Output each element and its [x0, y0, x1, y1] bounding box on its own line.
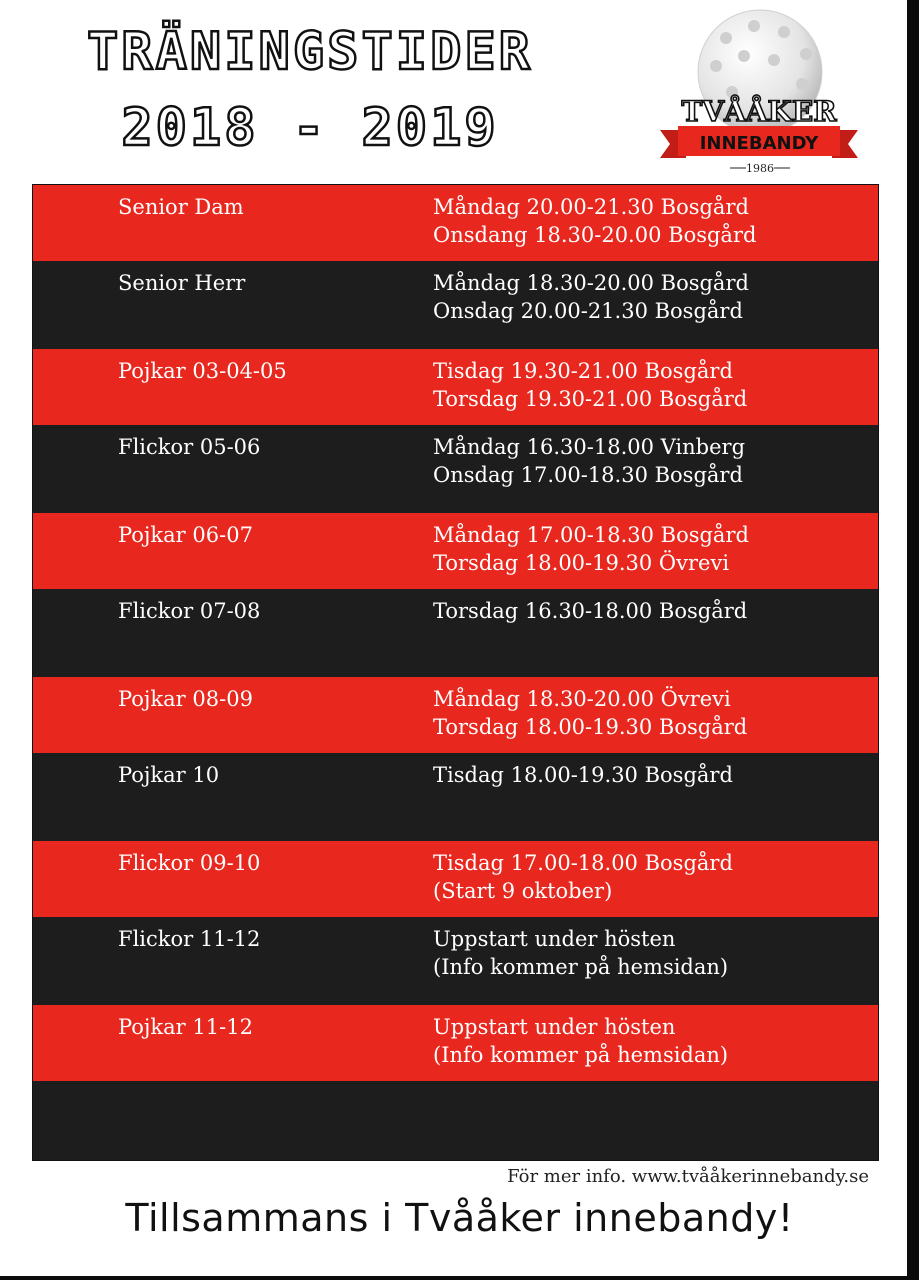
- page-edge-bottom: [0, 1276, 919, 1280]
- training-time: (Info kommer på hemsidan): [433, 955, 729, 979]
- team-name: Senior Dam: [118, 195, 244, 219]
- season-title: 2018 - 2019: [121, 98, 499, 158]
- page-title: TRÄNINGSTIDER: [87, 22, 533, 82]
- training-times: [433, 849, 733, 905]
- table-row: [33, 425, 878, 513]
- training-times: [433, 193, 756, 249]
- training-times: [433, 433, 745, 489]
- team-name: Flickor 05-06: [118, 435, 261, 459]
- table-row: [33, 677, 878, 753]
- club-logo: [656, 8, 862, 176]
- training-time: (Info kommer på hemsidan): [433, 1043, 729, 1067]
- team-name: Flickor 11-12: [118, 927, 261, 951]
- page-edge-right: [907, 0, 919, 1280]
- training-times: [433, 521, 749, 577]
- training-times: [433, 1013, 728, 1069]
- training-time: Måndag 17.00-18.30 Bosgård: [433, 523, 749, 547]
- table-row: [33, 589, 878, 677]
- logo-year: 1986: [746, 162, 774, 175]
- training-time: Måndag 20.00-21.30 Bosgård: [433, 195, 749, 219]
- team-name: Pojkar 08-09: [118, 687, 253, 711]
- training-time: Onsdag 17.00-18.30 Bosgård: [433, 463, 743, 487]
- training-times: [433, 685, 747, 741]
- training-time: (Start 9 oktober): [433, 879, 613, 903]
- team-name: Pojkar 03-04-05: [118, 359, 287, 383]
- training-times: [433, 269, 749, 325]
- training-time: Måndag 18.30-20.00 Övrevi: [433, 687, 731, 711]
- training-time: Torsdag 18.00-19.30 Bosgård: [433, 715, 748, 739]
- training-time: Tisdag 18.00-19.30 Bosgård: [433, 763, 733, 787]
- training-time: Onsdang 18.30-20.00 Bosgård: [433, 223, 757, 247]
- table-row: [33, 917, 878, 1005]
- team-name: Pojkar 11-12: [118, 1015, 253, 1039]
- training-time: Torsdag 16.30-18.00 Bosgård: [433, 599, 748, 623]
- training-time: Måndag 16.30-18.00 Vinberg: [433, 435, 746, 459]
- training-time: Uppstart under hösten: [433, 927, 676, 951]
- training-time: Tisdag 17.00-18.00 Bosgård: [433, 851, 733, 875]
- team-name: Pojkar 06-07: [118, 523, 253, 547]
- table-row: [33, 349, 878, 425]
- table-row: [33, 185, 878, 261]
- slogan: Tillsammans i Tvååker innebandy!: [125, 1196, 794, 1240]
- training-time: Onsdag 20.00-21.30 Bosgård: [433, 299, 743, 323]
- training-times: [433, 597, 747, 625]
- table-row: [33, 753, 878, 841]
- training-times: [433, 357, 747, 413]
- training-time: Uppstart under hösten: [433, 1015, 676, 1039]
- footer-info: För mer info. www.tvååkerinnebandy.se: [507, 1166, 869, 1187]
- schedule-table: [33, 185, 878, 1160]
- team-name: Flickor 07-08: [118, 599, 261, 623]
- training-time: Måndag 18.30-20.00 Bosgård: [433, 271, 749, 295]
- training-time: Torsdag 19.30-21.00 Bosgård: [433, 387, 748, 411]
- training-time: Torsdag 18.00-19.30 Övrevi: [433, 551, 730, 575]
- team-name: Flickor 09-10: [118, 851, 261, 875]
- team-name: Pojkar 10: [118, 763, 220, 787]
- training-times: [433, 761, 733, 789]
- team-name: Senior Herr: [118, 271, 246, 295]
- training-times: [433, 925, 728, 981]
- logo-name: TVÅÅKER: [681, 95, 837, 128]
- logo-subtitle: INNEBANDY: [699, 133, 819, 154]
- table-row: [33, 841, 878, 917]
- table-row: [33, 513, 878, 589]
- table-row: [33, 1005, 878, 1081]
- table-row: [33, 261, 878, 349]
- training-time: Tisdag 19.30-21.00 Bosgård: [433, 359, 733, 383]
